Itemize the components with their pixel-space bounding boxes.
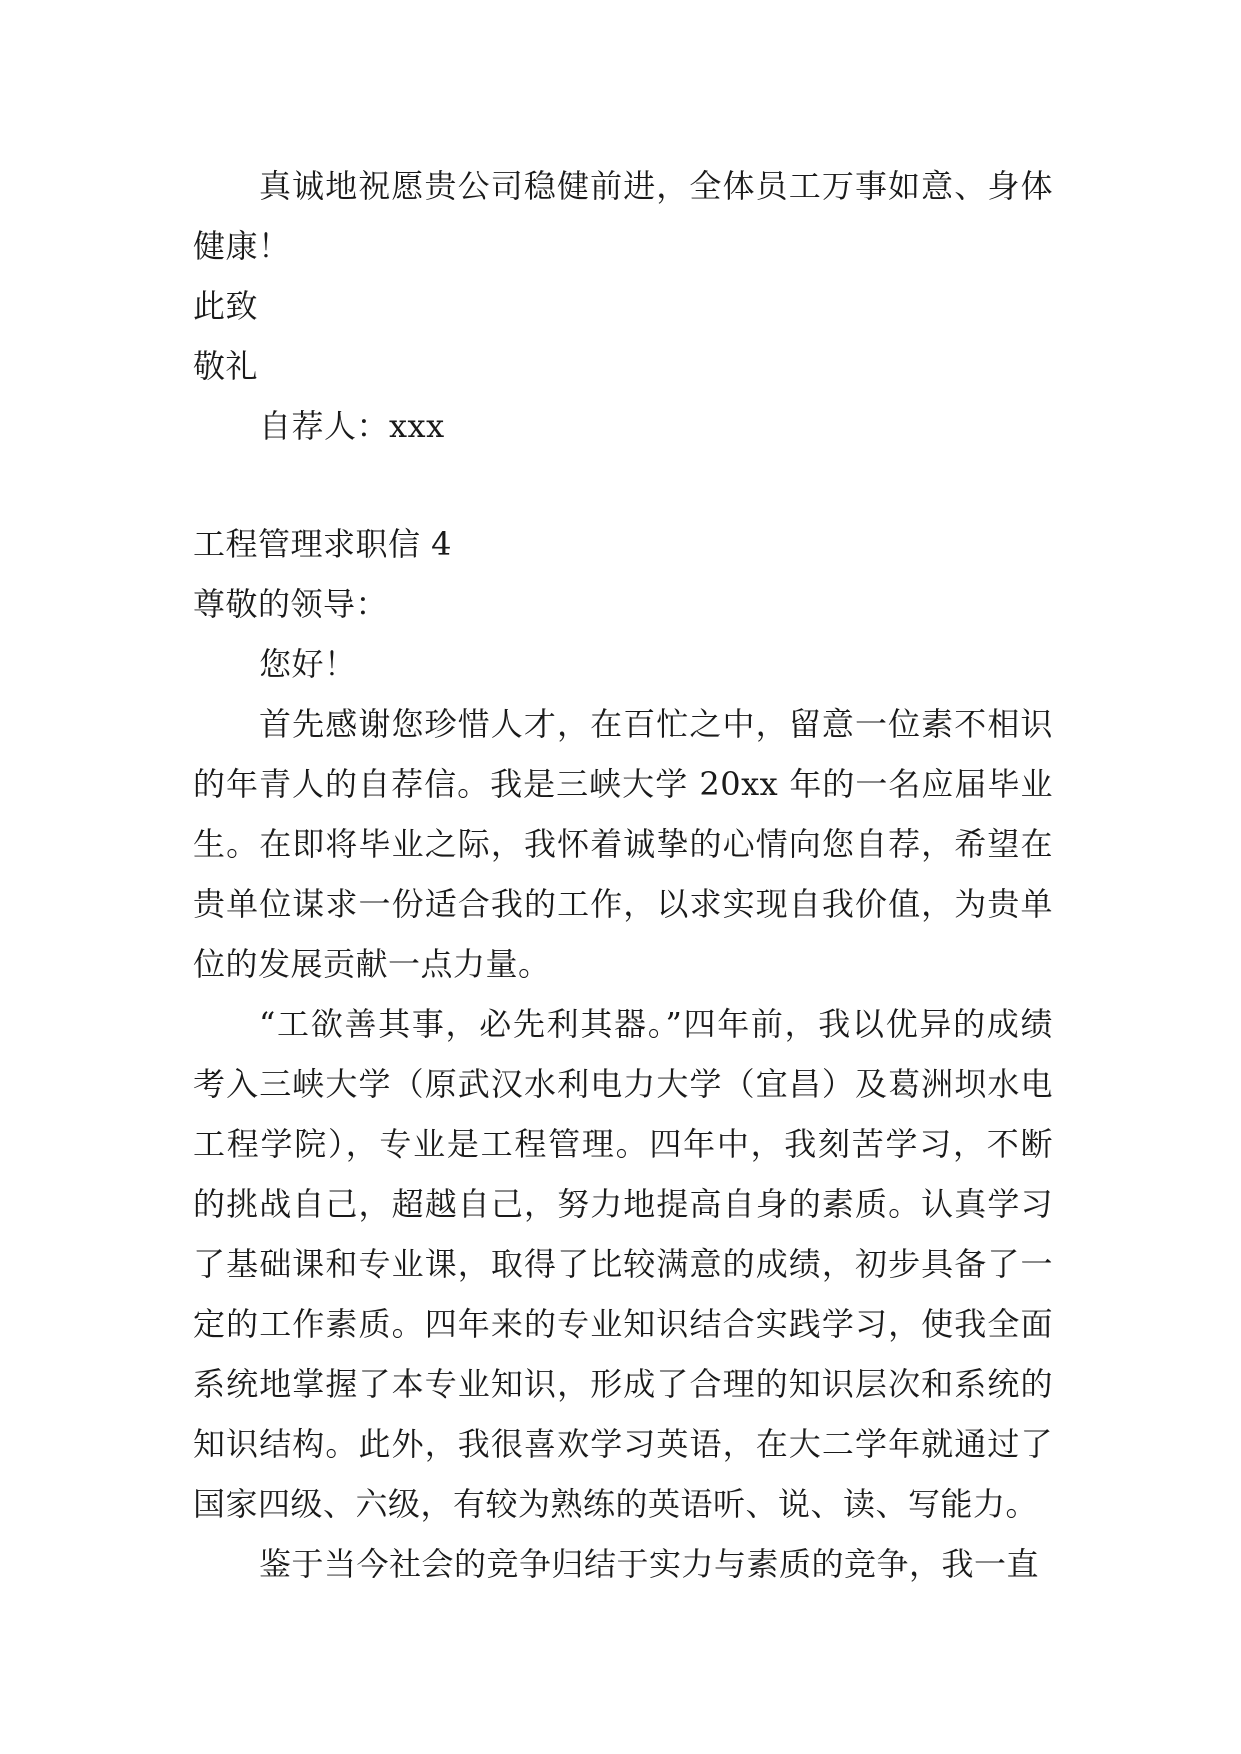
document-page xyxy=(193,156,1053,1594)
greeting: 您好！ xyxy=(259,645,357,683)
body-paragraph-1: 首先感谢您珍惜人才，在百忙之中，留意一位素不相识的年青人的自荐信。我是三峡大学 20xx 年的一名应届毕业生。在即将毕业之际，我怀着诚挚的心情向您自荐，希望在贵单位谋求一份适合我的工作，以求实现自我价值，为贵单位的发展贡献一点力量。 xyxy=(193,705,1053,983)
addressee: 尊敬的领导： xyxy=(193,585,389,623)
body-paragraph-2: “工欲善其事，必先利其器。”四年前，我以优异的成绩考入三峡大学（原武汉水利电力大学（宜昌）及葛洲坝水电工程学院），专业是工程管理。四年中，我刻苦学习，不断的挑战自己，超越自己，努力地提高自身的素质。认真学习了基础课和专业课，取得了比较满意的成绩，初步具备了一定的工作素质。四年来的专业知识结合实践学习，使我全面系统地掌握了本专业知识，形成了合理的知识层次和系统的知识结构。此外，我很喜欢学习英语，在大二学年就通过了国家四级、六级，有较为熟练的英语听、说、读、写能力。 xyxy=(193,1005,1053,1523)
section-title: 工程管理求职信 4 xyxy=(193,525,453,563)
closing-salutation-1: 此致 xyxy=(193,287,259,325)
closing-salutation-2: 敬礼 xyxy=(193,347,259,385)
section-gap xyxy=(193,456,1053,514)
signature: 自荐人：xxx xyxy=(259,407,445,445)
closing-paragraph: 真诚地祝愿贵公司稳健前进，全体员工万事如意、身体健康！ xyxy=(193,167,1053,265)
body-paragraph-3: 鉴于当今社会的竞争归结于实力与素质的竞争，我一直 xyxy=(259,1545,1040,1583)
